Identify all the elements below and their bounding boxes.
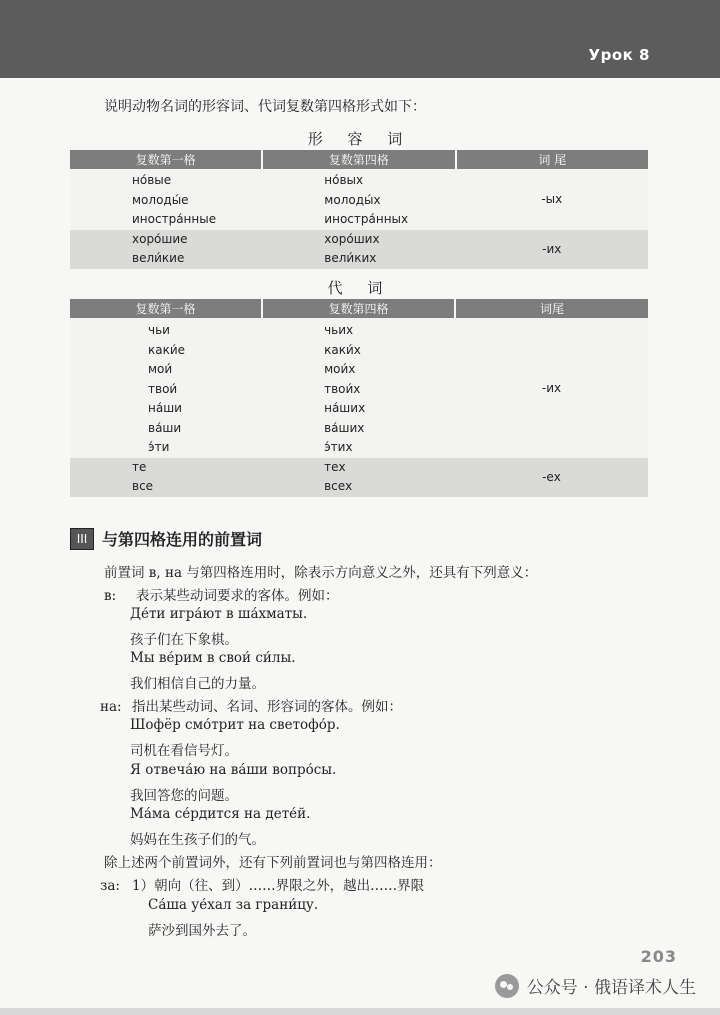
adj-nom: но́вые (132, 173, 172, 187)
pron-acc: всех (324, 479, 353, 493)
pron-header-ending: 词尾 (455, 299, 648, 318)
pron-nom: ва́ши (148, 420, 182, 435)
adj-acc: молоды́х (324, 192, 381, 207)
example-ru: Са́ша уе́хал за грани́цу. (148, 897, 319, 913)
table-row (70, 230, 648, 269)
adj-acc: хоро́ших (324, 231, 380, 246)
adj-acc: иностра́нных (324, 212, 409, 226)
section-title: 与第四格连用的前置词 (102, 530, 263, 549)
example-ru: Де́ти игра́ют в ша́хматы. (130, 606, 308, 622)
example-ru: Мы ве́рим в свои́ си́лы. (130, 650, 296, 666)
watermark (495, 973, 696, 998)
adj-header-nom: 复数第一格 (70, 150, 262, 169)
table-row (70, 169, 648, 230)
pron-ending: -их (455, 318, 648, 458)
pron-nom: все (132, 479, 154, 493)
lesson-label: Урок 8 (588, 46, 650, 64)
wechat-logo-icon (495, 974, 519, 998)
pron-acc: мои́х (324, 362, 356, 376)
adj-table-caption: 形 容 词 (307, 130, 413, 148)
pron-nom: каки́е (148, 342, 186, 357)
section-heading (70, 527, 262, 550)
adj-nom: молоды́е (132, 192, 189, 207)
example-zh: 妈妈在生孩子们的气。 (130, 832, 265, 848)
pron-nom: мои́ (148, 362, 173, 376)
pron-nom: чьи (148, 323, 170, 337)
example-zh: 司机在看信号灯。 (130, 743, 238, 759)
body-line: 前置词 в, на 与第四格连用时，除表示方向意义之外，还具有下列意义： (104, 565, 538, 581)
pron-acc: э́тих (324, 440, 353, 454)
adj-header-ending: 词 尾 (456, 150, 648, 169)
adj-acc: вели́ких (324, 251, 377, 265)
prep-tag: на: (100, 699, 122, 715)
example-ru: Ма́ма се́рдится на дете́й. (130, 806, 311, 822)
adj-header-acc: 复数第四格 (262, 150, 455, 169)
section-number: III (70, 528, 94, 550)
adjective-table (70, 150, 648, 269)
pron-nom: твои́ (148, 381, 178, 396)
pron-acc: твои́х (324, 381, 361, 396)
adj-acc: но́вых (324, 173, 364, 187)
page-bottom-edge (0, 1008, 720, 1015)
pron-header-nom: 复数第一格 (70, 299, 262, 318)
body-line: за: 1）朝向（往、到）……界限之外，越出……界限 (100, 878, 425, 894)
pron-acc: чьих (324, 323, 354, 337)
example-ru: Я отвеча́ю на ва́ши вопро́сы. (130, 762, 337, 778)
page-number: 203 (640, 947, 677, 966)
example-zh: 萨沙到国外去了。 (148, 923, 256, 939)
pronoun-table (70, 299, 648, 497)
pron-nom: те (132, 459, 147, 474)
table-row (70, 318, 648, 458)
example-ru: Шофёр смо́трит на светофо́р. (130, 717, 340, 733)
pron-acc: каки́х (324, 342, 361, 357)
watermark-text: 公众号 · 俄语译术人生 (526, 978, 696, 998)
intro-text: 说明动物名词的形容词、代词复数第四格形式如下： (104, 99, 426, 115)
adj-nom: вели́кие (132, 251, 185, 265)
table-row (70, 458, 648, 497)
adj-ending: -их (456, 230, 648, 269)
pron-header-acc: 复数第四格 (262, 299, 455, 318)
pron-acc: на́ших (324, 401, 366, 415)
pron-table-caption: 代 词 (327, 279, 393, 297)
adj-ending: -ых (456, 169, 648, 230)
example-zh: 我们相信自己的力量。 (130, 676, 265, 692)
pron-acc: тех (324, 459, 346, 474)
body-line: 除上述两个前置词外，还有下列前置词也与第四格连用： (104, 855, 442, 871)
pron-ending: -ех (455, 458, 648, 497)
body-line: в: 表示某些动词要求的客体。例如： (104, 588, 339, 604)
example-zh: 孩子们在下象棋。 (130, 632, 238, 648)
body-line: на: 指出某些动词、名词、形容词的客体。例如： (100, 699, 402, 715)
example-zh: 我回答您的问题。 (130, 788, 238, 804)
pron-acc: ва́ших (324, 420, 365, 435)
header-band (0, 0, 720, 78)
adj-nom: хоро́шие (132, 231, 188, 246)
prep-tag: в: (104, 588, 117, 604)
pron-nom: на́ши (148, 401, 182, 415)
prep-tag: за: (100, 878, 120, 894)
adj-nom: иностра́нные (132, 212, 217, 226)
pron-nom: э́ти (148, 440, 170, 454)
